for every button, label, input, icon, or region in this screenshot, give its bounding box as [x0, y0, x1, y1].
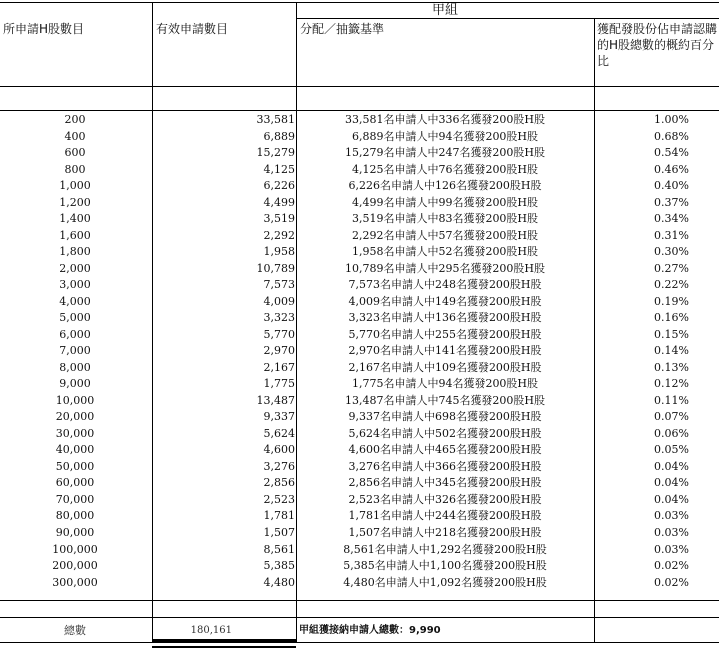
- table-row: [0, 393, 719, 410]
- cell-percentage: 0.02%: [654, 575, 689, 589]
- cell-percentage: 0.46%: [654, 162, 689, 176]
- cell-percentage: 0.27%: [654, 261, 689, 275]
- cell-allocation-basis: 2,292名申請人中57名獲發200股H股: [351, 228, 539, 242]
- cell-shares-applied: 1,600: [59, 228, 91, 242]
- cell-valid-applications: 2,292: [263, 228, 295, 242]
- cell-shares-applied: 70,000: [55, 492, 95, 506]
- cell-shares-applied: 300,000: [52, 575, 98, 589]
- table-row: [0, 558, 719, 575]
- cell-shares-applied: 800: [64, 162, 86, 176]
- cell-valid-applications: 10,789: [256, 261, 295, 275]
- cell-valid-applications: 4,125: [263, 162, 295, 176]
- cell-percentage: 0.19%: [654, 294, 689, 308]
- cell-percentage: 0.68%: [654, 129, 689, 143]
- cell-valid-applications: 4,480: [263, 575, 295, 589]
- cell-valid-applications: 2,856: [263, 476, 295, 490]
- cell-percentage: 0.05%: [654, 443, 689, 457]
- cell-valid-applications: 2,523: [263, 492, 295, 506]
- cell-valid-applications: 1,781: [263, 509, 295, 523]
- cell-valid-applications: 3,276: [263, 459, 295, 473]
- column-header-shares-applied: 所申請H股數目: [3, 22, 85, 36]
- cell-percentage: 0.40%: [654, 179, 689, 193]
- cell-shares-applied: 1,400: [59, 212, 91, 226]
- cell-percentage: 0.03%: [654, 509, 689, 523]
- cell-allocation-basis: 3,276名申請人中366名獲發200股H股: [348, 459, 542, 473]
- cell-shares-applied: 9,000: [59, 377, 91, 391]
- cell-valid-applications: 3,519: [263, 212, 295, 226]
- column-header-valid-applications: 有效申請數目: [156, 22, 229, 36]
- cell-allocation-basis: 1,958名申請人中52名獲發200股H股: [351, 245, 539, 259]
- cell-valid-applications: 2,970: [263, 344, 295, 358]
- cell-shares-applied: 20,000: [55, 410, 95, 424]
- cell-percentage: 0.37%: [654, 195, 689, 209]
- total-valid-applications: 180,161: [190, 625, 232, 636]
- cell-valid-applications: 5,770: [263, 327, 295, 341]
- cell-allocation-basis: 13,487名申請人中745名獲發200股H股: [344, 393, 546, 407]
- cell-percentage: 0.03%: [654, 526, 689, 539]
- cell-valid-applications: 4,009: [263, 294, 295, 308]
- cell-valid-applications: 6,226: [263, 179, 295, 193]
- table-row: [0, 525, 719, 542]
- cell-shares-applied: 10,000: [55, 393, 95, 407]
- cell-shares-applied: 30,000: [55, 426, 95, 440]
- table-row: [0, 112, 719, 129]
- group-header: 甲組: [431, 3, 458, 18]
- table-row: [0, 261, 719, 278]
- cell-allocation-basis: 1,781名申請人中244名獲發200股H股: [348, 509, 542, 523]
- cell-allocation-basis: 4,499名申請人中99名獲發200股H股: [351, 195, 539, 209]
- cell-shares-applied: 60,000: [55, 476, 95, 490]
- cell-shares-applied: 1,800: [59, 245, 91, 259]
- cell-percentage: 0.34%: [654, 212, 689, 226]
- cell-percentage: 0.54%: [654, 146, 689, 160]
- cell-shares-applied: 5,000: [59, 311, 91, 325]
- cell-percentage: 1.00%: [654, 113, 689, 126]
- cell-shares-applied: 1,200: [59, 195, 91, 209]
- cell-shares-applied: 8,000: [59, 360, 91, 374]
- cell-percentage: 0.04%: [654, 492, 689, 506]
- cell-valid-applications: 4,600: [263, 443, 295, 457]
- cell-allocation-basis: 8,561名申請人中1,292名獲發200股H股: [343, 542, 547, 556]
- cell-shares-applied: 2,000: [59, 261, 91, 275]
- cell-allocation-basis: 7,573名申請人中248名獲發200股H股: [348, 278, 542, 292]
- column-header-basis: 分配／抽籤基準: [300, 22, 385, 36]
- cell-percentage: 0.30%: [654, 245, 689, 259]
- table-border-spacer-bottom: [0, 110, 719, 111]
- table-row: [0, 508, 719, 525]
- table-row: [0, 178, 719, 195]
- cell-valid-applications: 9,337: [263, 410, 295, 424]
- cell-percentage: 0.07%: [654, 410, 689, 424]
- cell-percentage: 0.31%: [654, 228, 689, 242]
- total-label: 總數: [64, 624, 86, 637]
- cell-valid-applications: 15,279: [256, 146, 295, 160]
- cell-shares-applied: 200: [64, 113, 86, 126]
- table-row: [0, 211, 719, 228]
- cell-shares-applied: 3,000: [59, 278, 91, 292]
- table-border-rows-bottom: [0, 600, 719, 601]
- table-border-header-bottom: [0, 86, 719, 87]
- cell-valid-applications: 4,499: [263, 195, 295, 209]
- cell-percentage: 0.11%: [654, 393, 689, 407]
- cell-valid-applications: 7,573: [263, 278, 295, 292]
- cell-allocation-basis: 2,167名申請人中109名獲發200股H股: [348, 360, 542, 374]
- cell-allocation-basis: 1,507名申請人中218名獲發200股H股: [348, 526, 542, 539]
- table-row: [0, 195, 719, 212]
- cell-allocation-basis: 33,581名申請人中336名獲發200股H股: [344, 113, 546, 126]
- cell-allocation-basis: 4,125名申請人中76名獲發200股H股: [351, 162, 539, 176]
- table-border-bottom: [0, 642, 719, 643]
- cell-allocation-basis: 3,519名申請人中83名獲發200股H股: [351, 212, 539, 226]
- table-row: [0, 228, 719, 245]
- table-row: [0, 492, 719, 509]
- cell-allocation-basis: 5,624名申請人中502名獲發200股H股: [348, 426, 542, 440]
- cell-allocation-basis: 4,600名申請人中465名獲發200股H股: [348, 443, 542, 457]
- cell-valid-applications: 2,167: [263, 360, 295, 374]
- cell-shares-applied: 1,000: [59, 179, 91, 193]
- cell-allocation-basis: 2,970名申請人中141名獲發200股H股: [348, 344, 542, 358]
- column-header-percentage: 獲配發股份佔申請認購的H股總數的概約百分比: [597, 22, 718, 68]
- cell-allocation-basis: 5,770名申請人中255名獲發200股H股: [348, 327, 542, 341]
- cell-valid-applications: 8,561: [263, 542, 295, 556]
- cell-allocation-basis: 9,337名申請人中698名獲發200股H股: [348, 410, 542, 424]
- total-underline-thick: [152, 639, 296, 642]
- cell-valid-applications: 5,385: [263, 559, 295, 573]
- table-row: [0, 277, 719, 294]
- cell-allocation-basis: 1,775名申請人中94名獲發200股H股: [351, 377, 539, 391]
- table-row: [0, 459, 719, 476]
- cell-valid-applications: 1,958: [263, 245, 295, 259]
- cell-valid-applications: 1,507: [263, 526, 295, 539]
- cell-shares-applied: 40,000: [55, 443, 95, 457]
- cell-shares-applied: 600: [64, 146, 86, 160]
- cell-percentage: 0.22%: [654, 278, 689, 292]
- table-border-blank-bottom: [0, 617, 719, 618]
- table-row: [0, 294, 719, 311]
- table-row: [0, 244, 719, 261]
- table-row: [0, 129, 719, 146]
- cell-allocation-basis: 4,009名申請人中149名獲發200股H股: [348, 294, 542, 308]
- cell-allocation-basis: 2,523名申請人中326名獲發200股H股: [348, 492, 542, 506]
- total-note: [299, 623, 441, 639]
- cell-valid-applications: 3,323: [263, 311, 295, 325]
- cell-percentage: 0.15%: [654, 327, 689, 341]
- table-row: [0, 162, 719, 179]
- table-row: [0, 310, 719, 327]
- cell-allocation-basis: 10,789名申請人中295名獲發200股H股: [344, 261, 546, 275]
- cell-shares-applied: 6,000: [59, 327, 91, 341]
- cell-percentage: 0.02%: [654, 559, 689, 573]
- cell-allocation-basis: 15,279名申請人中247名獲發200股H股: [344, 146, 546, 160]
- cell-shares-applied: 7,000: [59, 344, 91, 358]
- table-row: [0, 409, 719, 426]
- table-row: [0, 475, 719, 492]
- table-row: [0, 442, 719, 459]
- table-row: [0, 327, 719, 344]
- cell-percentage: 0.06%: [654, 426, 689, 440]
- cell-allocation-basis: 4,480名申請人中1,092名獲發200股H股: [343, 575, 547, 589]
- cell-allocation-basis: 3,323名申請人中136名獲發200股H股: [348, 311, 542, 325]
- cell-percentage: 0.04%: [654, 476, 689, 490]
- cell-allocation-basis: 6,226名申請人中126名獲發200股H股: [348, 179, 542, 193]
- total-underline-thin: [152, 646, 296, 648]
- cell-shares-applied: 100,000: [52, 542, 98, 556]
- cell-valid-applications: 5,624: [263, 426, 295, 440]
- table-row: [0, 426, 719, 443]
- cell-percentage: 0.03%: [654, 542, 689, 556]
- table-row: [0, 145, 719, 162]
- cell-allocation-basis: 2,856名申請人中345名獲發200股H股: [348, 476, 542, 490]
- total-note-label: 甲組獲接納申請人總數：: [299, 625, 409, 636]
- table-row: [0, 542, 719, 559]
- table-row: [0, 376, 719, 393]
- cell-allocation-basis: 6,889名申請人中94名獲發200股H股: [351, 129, 539, 143]
- cell-allocation-basis: 5,385名申請人中1,100名獲發200股H股: [343, 559, 547, 573]
- cell-percentage: 0.04%: [654, 459, 689, 473]
- cell-valid-applications: 1,775: [263, 377, 295, 391]
- cell-percentage: 0.12%: [654, 377, 689, 391]
- total-note-value: 9,990: [409, 625, 441, 636]
- cell-valid-applications: 6,889: [263, 129, 295, 143]
- table-row: [0, 575, 719, 592]
- cell-percentage: 0.16%: [654, 311, 689, 325]
- cell-shares-applied: 90,000: [55, 526, 95, 539]
- table-row: [0, 360, 719, 377]
- cell-valid-applications: 13,487: [256, 393, 295, 407]
- cell-valid-applications: 33,581: [256, 113, 295, 126]
- cell-shares-applied: 400: [64, 129, 86, 143]
- cell-percentage: 0.14%: [654, 344, 689, 358]
- cell-percentage: 0.13%: [654, 360, 689, 374]
- cell-shares-applied: 80,000: [55, 509, 95, 523]
- table-row: [0, 343, 719, 360]
- cell-shares-applied: 4,000: [59, 294, 91, 308]
- cell-shares-applied: 50,000: [55, 459, 95, 473]
- cell-shares-applied: 200,000: [52, 559, 98, 573]
